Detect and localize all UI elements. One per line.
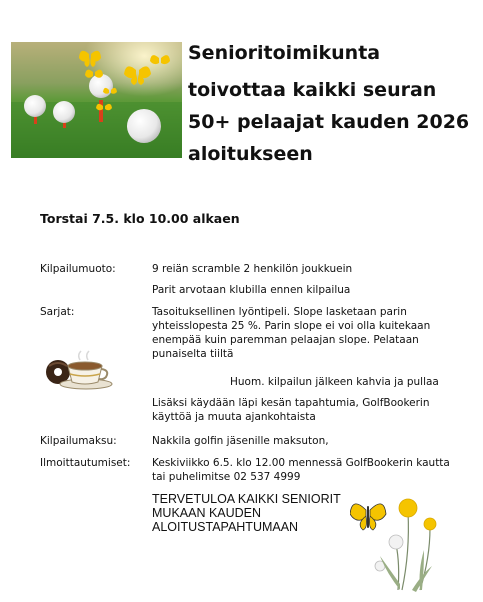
title-line-1: Senioritoimikunta (188, 42, 381, 64)
title-line-4: aloitukseen (188, 143, 313, 165)
welcome-line-3: ALOITUSTAPAHTUMAAN (152, 520, 299, 534)
golf-ball (127, 109, 161, 143)
fee-text: Nakkila golfin jäsenille maksuton, (152, 435, 329, 447)
dandelion-icon (399, 499, 436, 530)
format-label: Kilpailumuoto: (40, 263, 116, 275)
header-photo (11, 42, 182, 158)
signup-text: Keskiviikko 6.5. klo 12.00 mennessä GolfBookerin kautta tai puhelimitse 02 537 4999 (152, 457, 450, 483)
title-line-2: toivottaa kaikki seuran (188, 79, 437, 101)
signup-label: Ilmoittautumiset: (40, 457, 131, 469)
welcome-message (152, 492, 372, 534)
golf-ball (89, 74, 113, 98)
golf-ball (53, 101, 75, 123)
series-label: Sarjat: (40, 306, 75, 318)
welcome-line-2: MUKAAN KAUDEN (152, 506, 262, 520)
golf-ball (24, 95, 46, 117)
title-line-3: 50+ pelaajat kauden 2026 (188, 111, 470, 133)
welcome-line-1: TERVETULOA KAIKKI SENIORIT (152, 492, 341, 506)
coffee-cup-donut-icon (44, 346, 116, 390)
fee-label: Kilpailumaksu: (40, 435, 117, 447)
series-text: Tasoituksellinen lyöntipeli. Slope lasketaan parin yhteisslopesta 25 %. Parin slope ei voi olla kuitekaan enempää kuin paremman pelaajan slope. Pelataan punaiselta tiiltä (152, 306, 431, 360)
butterfly-icon (350, 504, 386, 530)
extra-text: Lisäksi käydään läpi kesän tapahtumia, GolfBookerin käyttöä ja muuta ajankohtaista (152, 397, 430, 423)
format-text: 9 reiän scramble 2 henkilön joukkuein (152, 263, 353, 275)
event-date: Torstai 7.5. klo 10.00 alkaen (40, 211, 240, 226)
butterfly-dandelion-icon (350, 492, 450, 592)
pairs-text: Parit arvotaan klubilla ennen kilpailua (152, 284, 351, 296)
note-text: Huom. kilpailun jälkeen kahvia ja pullaa (230, 376, 439, 388)
